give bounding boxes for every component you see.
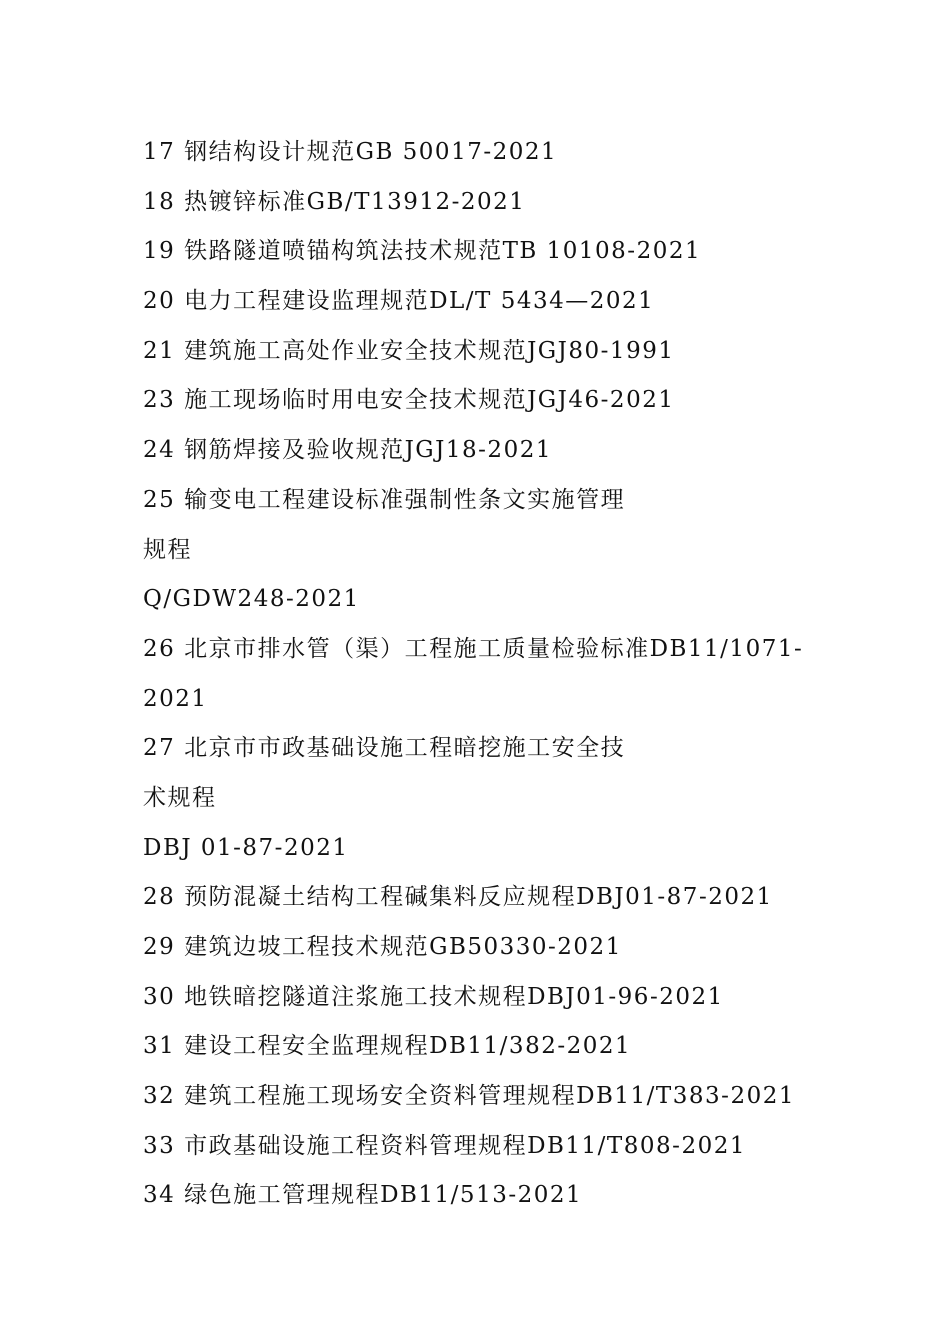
- text-line: 24 钢筋焊接及验收规范JGJ18-2021: [143, 437, 552, 464]
- text-line: 17 钢结构设计规范GB 50017-2021: [143, 139, 558, 165]
- text-line: 26 北京市排水管（渠）工程施工质量检验标准DB11/1071-: [143, 635, 804, 662]
- text-line: 术规程: [143, 784, 217, 811]
- text-line: 30 地铁暗挖隧道注浆施工技术规程DBJ01-96-2021: [143, 983, 724, 1010]
- text-line: 19 铁路隧道喷锚构筑法技术规范TB 10108-2021: [143, 238, 702, 265]
- text-line: 25 输变电工程建设标准强制性条文实施管理: [143, 486, 626, 513]
- text-line: 31 建设工程安全监理规程DB11/382-2021: [143, 1033, 632, 1060]
- text-line: 29 建筑边坡工程技术规范GB50330-2021: [143, 934, 622, 960]
- text-line: 34 绿色施工管理规程DB11/513-2021: [143, 1182, 583, 1209]
- text-line: 2021: [143, 685, 208, 712]
- text-line: DBJ 01-87-2021: [143, 834, 349, 861]
- text-line: 27 北京市市政基础设施工程暗挖施工安全技: [143, 735, 626, 762]
- text-line: 18 热镀锌标准GB/T13912-2021: [143, 188, 526, 215]
- text-line: 规程: [143, 536, 192, 563]
- text-line: Q/GDW248-2021: [143, 586, 360, 613]
- standards-list: [143, 128, 843, 1221]
- text-line: 32 建筑工程施工现场安全资料管理规程DB11/T383-2021: [143, 1083, 795, 1110]
- text-line: 28 预防混凝土结构工程碱集料反应规程DBJ01-87-2021: [143, 884, 773, 911]
- text-line: 21 建筑施工高处作业安全技术规范JGJ80-1991: [143, 337, 675, 364]
- text-line: 23 施工现场临时用电安全技术规范JGJ46-2021: [143, 387, 675, 414]
- text-line: 20 电力工程建设监理规范DL/T 5434—2021: [143, 288, 655, 315]
- text-line: 33 市政基础设施工程资料管理规程DB11/T808-2021: [143, 1132, 746, 1159]
